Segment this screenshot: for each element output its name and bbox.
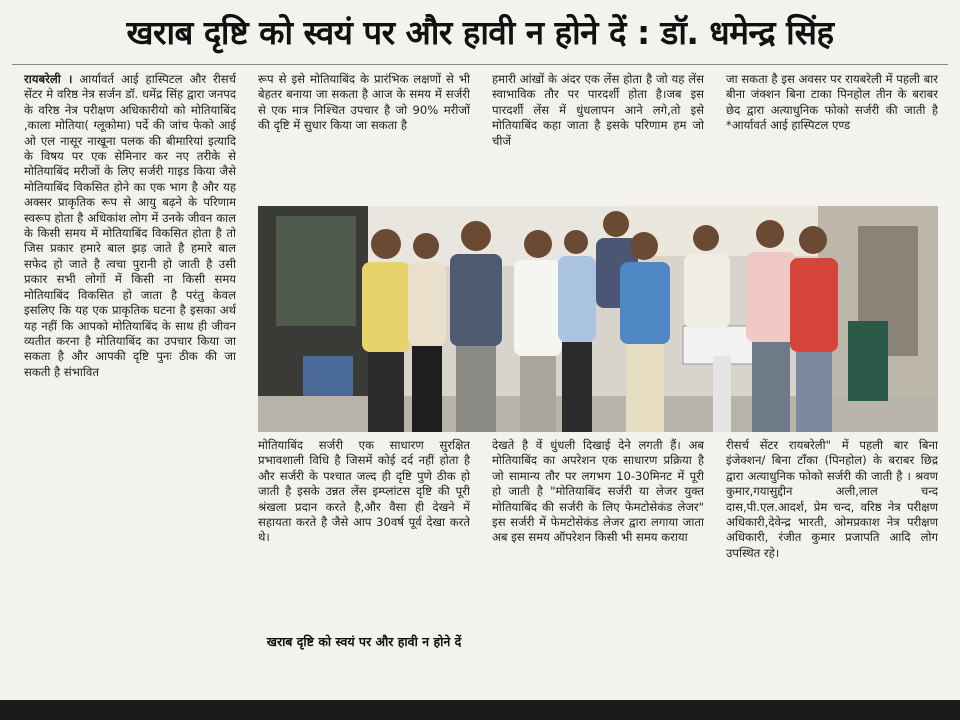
- article-column-1: [24, 72, 236, 672]
- column-2-bottom-text: मोतियाबिंद सर्जरी एक साधारण सुरक्षित प्रभावशाली विधि है जिसमें कोई दर्द नहीं होता है और सर्जरी के पश्चात जल्द ही दृष्टि पुणे ठीक हो जाती है इसके उन्नत लेंस इम्प्लांटस दृष्टि की पूरी श्रंखला प्रदान करते है,और वैसा ही देखने में सहायता करते है जैसे आप 30वर्ष पूर्व देखा करते थे।: [258, 438, 470, 545]
- column-4-bottom-text: रीसर्च सेंटर रायबरेली" में पहली बार बिना इंजेक्शन/ बिना टाँका (पिनहोल) के बराबर छिद्र द्वारा अत्याधुनिक फोको सर्जरी की जाती है । श्रवण कुमार,गयासुद्दीन अली,लाल चन्द दास,पी.एल.आदर्श, प्रेम चन्द, वरिष्ठ नेत्र परीक्षण अधिकारी,देवेन्द्र भारती, ओमप्रकाश नेत्र परीक्षण अधिकारी, रंजीत कुमार प्रजापति आदि लोग उपस्थित रहे।: [726, 438, 938, 560]
- group-photo-icon: [258, 206, 938, 432]
- column-2-top-text: रूप से इसे मोतियाबिंद के प्रारंभिक लक्षणों से भी बेहतर बनाया जा सकता है आज के समय में सर्जरी से एक मात्र निश्चित उपचार है जो 90% मरीजों की दृष्टि में सुधार किया जा सकता है: [258, 72, 470, 133]
- column-1-text: आर्यावर्त आई हास्पिटल और रीसर्च सेंटर मे वरिष्ठ नेत्र सर्जन डॉ. धमेंद्र सिंह द्वारा जनपद के वरिष्ठ नेत्र परीक्षण अधिकारीयो को मोतियाबिंद ,काला मोतिया( ग्लूकोमा) पर्दे की जांच फेको आई ओ एल नासूर नाखूना पलक की बीमारियां इत्यादि के विषय पर एक सेमिनार कर नए तरीके से मोतियाबिंद मरीजों के लिए सर्जरी गाइड किया जैसे मोतियाबिंद विकसित होने का एक भाग है और यह अक्सर प्राकृतिक रूप से आयु बढ़ने के परिणाम स्वरूप होता है अधिकांश लोग में उनके जीवन काल के किसी समय में मोतियाबिंद विकसित होता है तो जिस प्रकार हमारे बाल झड़ जाते है हमारे बाल सफेद हो जाते है त्वचा पुरानी हो जाती है उसी प्रकार सभी लोगों में किसी ना किसी समय मोतियाबिंद विकसित हो जाता है परंतु केवल इसलिए कि यह एक प्राकृतिक घटना है इसका अर्थ यह नहीं कि आपको मोतियाबिंद के साथ ही जीवन व्यतीत करना है मोतियाबिंद का उपचार किया जा सकता है और आपकी दृष्टि पुनः ठीक की जा सकती है संभावित: [24, 72, 236, 379]
- article-column-4-bottom: [726, 438, 938, 672]
- column-3-bottom-text: देखते है वें धुंधली दिखाई देने लगती हैं। अब मोतियाबिंद का अपरेशन एक साधारण प्रक्रिया है जो सामान्य तौर पर लगभग 10-30मिनट में पूरी हो जाती है "मोतियाबिंद सर्जरी या लेजर युक्त मोतियाबिंद की सर्जरी के लिए फेमटोसेकंड लेजर" इस सर्जरी में फेमटोसेकंड लेजर द्वारा लगाया जाता अब इस समय ऑपरेशन किसी भी समय कराया: [492, 438, 704, 545]
- article-column-3-top: [492, 72, 704, 200]
- article-column-3-bottom: [492, 438, 704, 672]
- dateline: रायबरेली ।: [24, 72, 73, 86]
- column-4-top-text: जा सकता है इस अवसर पर रायबरेली में पहली बार बीना जंक्शन बिना टाका पिनहोल तीन के बराबर छेद द्वारा अत्याधुनिक फोको सर्जरी की जाती है *आर्यावर्त आई हास्पिटल एण्ड: [726, 72, 938, 133]
- headline: खराब दृष्टि को स्वयं पर और हावी न होने दें : डॉ. धमेन्द्र सिंह: [126, 13, 834, 52]
- article-column-4-top: [726, 72, 938, 200]
- article-column-2-bottom: [258, 438, 470, 630]
- group-photo: [258, 206, 938, 432]
- page-bottom-band: [0, 700, 960, 720]
- header-divider: [12, 64, 948, 65]
- subheading: खराब दृष्टि को स्वयं पर और हावी न होने दें: [266, 634, 462, 649]
- article-column-2-top: [258, 72, 470, 200]
- column-3-top-text: हमारी आंखों के अंदर एक लेंस होता है जो यह लेंस स्वाभाविक तौर पर पारदर्शी होता है।जब इस पारदर्शी लेंस में धुंधलापन आने लगे,तो इसे मोतियाबिंद कहा जाता है इसके परिणाम हम जो चीजें: [492, 72, 704, 148]
